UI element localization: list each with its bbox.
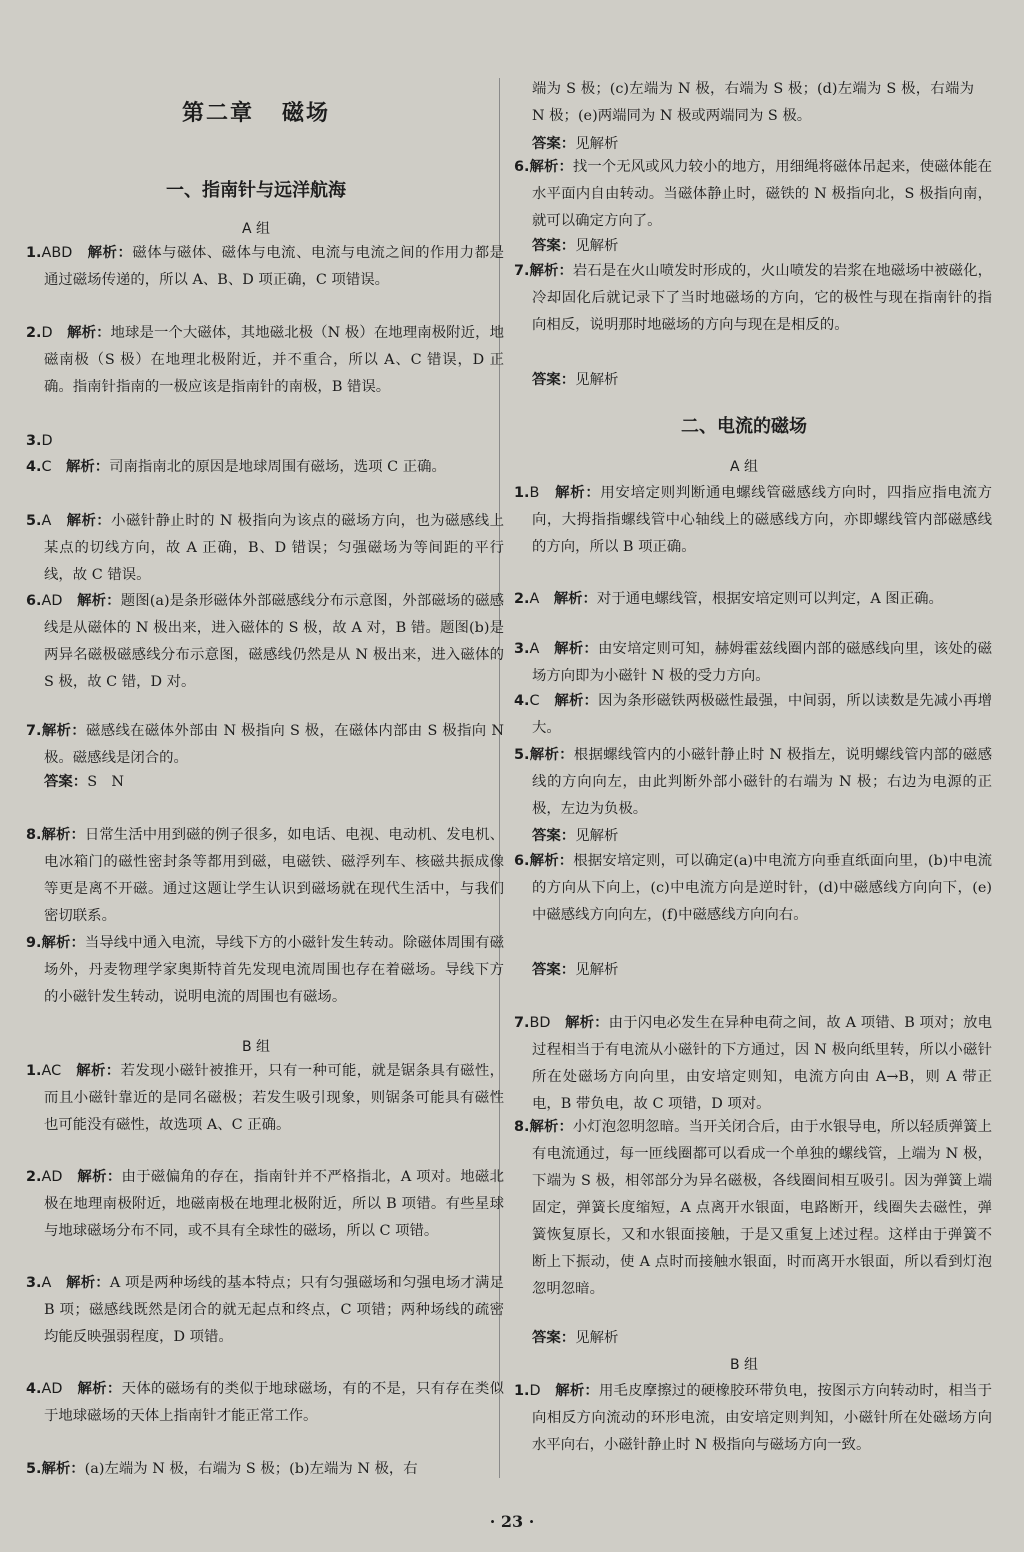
analysis-text: 根据螺线管内的小磁针静止时 N 极指左，说明螺线管内部的磁感线的方向向左，由此判断外部小磁针的右端为 N 极；右边为电源的正极，左边为负极。 bbox=[532, 747, 992, 817]
item-s2a-6 bbox=[514, 848, 992, 929]
answer-line bbox=[514, 958, 974, 979]
item-s1b-2 bbox=[26, 1164, 504, 1245]
answer-label: 答案： bbox=[532, 238, 576, 254]
question-number: 8. bbox=[26, 827, 42, 843]
item-s1b-3 bbox=[26, 1270, 504, 1351]
question-number: 2. bbox=[26, 325, 42, 341]
choice-answer: D bbox=[41, 433, 67, 449]
item-s2b-1 bbox=[514, 1378, 992, 1459]
analysis-text: 岩石是在火山喷发时形成的，火山喷发的岩浆在地磁场中被磁化，冷却固化后就记录下了当时地磁场的方向，它的极性与现在指南针的指向相反，说明那时地磁场的方向与现在是相反的。 bbox=[532, 263, 992, 333]
answer-text: 见解析 bbox=[575, 828, 619, 844]
choice-answer: ABD bbox=[41, 245, 88, 261]
item-s1a-7 bbox=[26, 718, 504, 772]
analysis-text: 找一个无风或风力较小的地方，用细绳将磁体吊起来，使磁体能在水平面内自由转动。当磁体静止时，磁铁的 N 极指向北，S 极指向南，就可以确定方向了。 bbox=[532, 159, 992, 229]
chapter-name: 磁场 bbox=[282, 101, 331, 126]
item-s1a-8 bbox=[26, 822, 504, 930]
answer-line bbox=[514, 234, 974, 255]
question-number: 5. bbox=[514, 747, 530, 763]
item-s1a-4 bbox=[26, 454, 504, 481]
item-s1a-7 bbox=[514, 258, 992, 339]
analysis-text: 磁感线在磁体外部由 N 极指向 S 极，在磁体内部由 S 极指向 N 极。磁感线是闭合的。 bbox=[44, 723, 504, 766]
question-number: 3. bbox=[514, 641, 530, 657]
analysis-label: 解析： bbox=[554, 693, 599, 709]
analysis-label: 解析： bbox=[529, 159, 573, 175]
answer-line bbox=[26, 770, 486, 791]
analysis-text: 对于通电螺线管，根据安培定则可以判定，A 图正确。 bbox=[596, 591, 943, 607]
item-s2a-4 bbox=[514, 688, 992, 742]
analysis-label: 解析： bbox=[41, 935, 85, 951]
answer-line bbox=[514, 368, 974, 389]
item-s2a-8 bbox=[514, 1114, 992, 1303]
item-s1b-4 bbox=[26, 1376, 504, 1430]
analysis-label: 解析： bbox=[529, 1119, 573, 1135]
analysis-label: 解析： bbox=[529, 747, 574, 763]
answer-text: 见解析 bbox=[575, 238, 619, 254]
answer-label: 答案： bbox=[532, 828, 576, 844]
analysis-label: 解析： bbox=[555, 485, 601, 501]
analysis-text: 若发现小磁针被推开，只有一种可能，就是锯条具有磁性，而且小磁针靠近的是同名磁极；若发生吸引现象，则锯条可能具有磁性也可能没有磁性，故选项 A、C 正确。 bbox=[44, 1063, 504, 1133]
analysis-text: 由安培定则可知，赫姆霍兹线圈内部的磁感线向里，该处的磁场方向即为小磁针 N 极的受力方向。 bbox=[532, 641, 992, 684]
analysis-text: 由于闪电必发生在异种电荷之间，故 A 项错、B 项对；放电过程相当于有电流从小磁针的下方通过，因 N 极向纸里转，所以小磁针所在处磁场方向向里，由安培定则知，电流方向由 A→B，则 A 带正电，B 带负电，故 C 项错，D 项对。 bbox=[532, 1015, 992, 1112]
analysis-label: 解析： bbox=[77, 593, 121, 609]
question-number: 2. bbox=[26, 1169, 42, 1185]
question-number: 4. bbox=[26, 459, 42, 475]
analysis-label: 解析： bbox=[77, 1381, 122, 1397]
analysis-label: 解析： bbox=[77, 1169, 122, 1185]
analysis-label: 解析： bbox=[41, 723, 86, 739]
answer-line bbox=[514, 824, 974, 845]
analysis-label: 解析： bbox=[565, 1015, 609, 1031]
analysis-label: 解析： bbox=[66, 513, 112, 529]
analysis-text: 根据安培定则，可以确定(a)中电流方向垂直纸面向里，(b)中电流的方向从下向上，(c)中电流方向是逆时针，(d)中磁感线方向向下，(e)中磁感线方向向左，(f)中磁感线方向向右。 bbox=[532, 853, 992, 923]
analysis-label: 解析： bbox=[87, 245, 133, 261]
choice-answer: AD bbox=[41, 1169, 78, 1185]
question-number: 4. bbox=[26, 1381, 42, 1397]
analysis-label: 解析： bbox=[553, 591, 597, 607]
question-number: 6. bbox=[26, 593, 42, 609]
answer-label: 答案： bbox=[532, 1330, 576, 1346]
choice-answer: BD bbox=[529, 1015, 566, 1031]
choice-answer: C bbox=[529, 693, 555, 709]
analysis-text: 用毛皮摩擦过的硬橡胶环带负电，按图示方向转动时，相当于向相反方向流动的环形电流，由安培定则判知，小磁针所在处磁场方向水平向右，小磁针静止时 N 极指向与磁场方向一致。 bbox=[532, 1383, 992, 1453]
question-number: 1. bbox=[514, 485, 530, 501]
analysis-label: 解析： bbox=[41, 827, 85, 843]
choice-answer: A bbox=[41, 513, 67, 529]
analysis-text: 用安培定则判断通电螺线管磁感线方向时，四指应指电流方向，大拇指指螺线管中心轴线上的磁感线方向，亦即螺线管内部磁感线的方向，所以 B 项正确。 bbox=[532, 485, 992, 555]
item-s1a-2 bbox=[26, 320, 504, 401]
analysis-text: 由于磁偏角的存在，指南针并不严格指北，A 项对。地磁北极在地理南极附近，地磁南极在地理北极附近，所以 B 项错。有些星球与地球磁场分布不同，或不具有全球性的磁场，所以 C 项错。 bbox=[44, 1169, 504, 1239]
group-a-title-2: A 组 bbox=[729, 459, 759, 475]
question-number: 3. bbox=[26, 433, 42, 449]
analysis-text: 地球是一个大磁体，其地磁北极（N 极）在地理南极附近，地磁南极（S 极）在地理北极附近，并不重合，所以 A、C 错误，D 正确。指南针指南的一极应该是指南针的南极，B 错误。 bbox=[44, 325, 504, 395]
choice-answer: AD bbox=[41, 593, 78, 609]
analysis-text: 磁体与磁体、磁体与电流、电流与电流之间的作用力都是通过磁场传递的，所以 A、B、D 项正确，C 项错误。 bbox=[44, 245, 504, 288]
question-number: 1. bbox=[514, 1383, 530, 1399]
answer-text: 见解析 bbox=[575, 962, 619, 978]
analysis-label: 解析： bbox=[65, 459, 110, 475]
analysis-text: A 项是两种场线的基本特点；只有匀强磁场和匀强电场才满足 B 项；磁感线既然是闭合的就无起点和终点，C 项错；两种场线的疏密均能反映强弱程度，D 项错。 bbox=[44, 1275, 504, 1345]
analysis-text: 因为条形磁铁两极磁性最强，中间弱，所以读数是先减小再增大。 bbox=[532, 693, 992, 736]
group-b-title-1: B 组 bbox=[241, 1039, 271, 1055]
section-title-1: 一、指南针与远洋航海 bbox=[166, 180, 346, 201]
question-number: 5. bbox=[26, 1461, 42, 1477]
question-number: 1. bbox=[26, 1063, 42, 1079]
answer-label: 答案： bbox=[532, 962, 576, 978]
item-s2a-1 bbox=[514, 480, 992, 561]
choice-answer: C bbox=[41, 459, 66, 475]
question-number: 1. bbox=[26, 245, 42, 261]
answer-text: 见解析 bbox=[575, 136, 619, 152]
answer-label: 答案： bbox=[532, 136, 576, 152]
analysis-label: 解析： bbox=[529, 263, 573, 279]
analysis-text: 天体的磁场有的类似于地球磁场，有的不是，只有存在类似于地球磁场的天体上指南针才能正常工作。 bbox=[44, 1381, 504, 1424]
question-number: 5. bbox=[26, 513, 42, 529]
chapter-title bbox=[26, 96, 486, 127]
item-s1a-3 bbox=[26, 428, 504, 455]
question-number: 7. bbox=[514, 263, 530, 279]
analysis-label: 解析： bbox=[41, 1461, 85, 1477]
analysis-text: (a)左端为 N 极，右端为 S 极；(b)左端为 N 极，右 bbox=[84, 1461, 418, 1477]
choice-answer: AC bbox=[41, 1063, 77, 1079]
chapter-prefix: 第二章 bbox=[181, 101, 254, 126]
analysis-text: 当导线中通入电流，导线下方的小磁针发生转动。除磁体周围有磁场外，丹麦物理学家奥斯特首先发现电流周围也存在着磁场。导线下方的小磁针发生转动，说明电流的周围也有磁场。 bbox=[44, 935, 504, 1005]
answer-text: 见解析 bbox=[575, 1330, 619, 1346]
question-number: 9. bbox=[26, 935, 42, 951]
item-s1a-6 bbox=[26, 588, 504, 696]
question-number: 7. bbox=[514, 1015, 530, 1031]
item-s2a-3 bbox=[514, 636, 992, 690]
item-s1a-6 bbox=[514, 154, 992, 235]
analysis-text: 司南指南北的原因是地球周围有磁场，选项 C 正确。 bbox=[109, 459, 446, 475]
continued-text: 端为 S 极；(c)左端为 N 极，右端为 S 极；(d)左端为 S 极，右端为 N 极；(e)两端同为 N 极或两端同为 S 极。 bbox=[532, 81, 974, 124]
analysis-label: 解析： bbox=[529, 853, 574, 869]
analysis-text: 日常生活中用到磁的例子很多，如电话、电视、电动机、发电机、电冰箱门的磁性密封条等都用到磁，电磁铁、磁浮列车、核磁共振成像等更是离不开磁。通过这题让学生认识到磁场就在现代生活中，与我们密切联系。 bbox=[44, 827, 504, 924]
answer-label: 答案： bbox=[44, 774, 88, 790]
group-a-title-1: A 组 bbox=[241, 221, 271, 237]
analysis-text: 题图(a)是条形磁体外部磁感线分布示意图，外部磁场的磁感线是从磁体的 N 极出来，进入磁体的 S 极，故 A 对，B 错。题图(b)是两异名磁极磁感线分布示意图，磁感线仍然是从 N 极出来，进入磁体的 S 极，故 C 错，D 对。 bbox=[44, 593, 504, 690]
choice-answer: A bbox=[529, 591, 554, 607]
answer-text: 见解析 bbox=[575, 372, 619, 388]
choice-answer: B bbox=[529, 485, 556, 501]
analysis-label: 解析： bbox=[555, 1383, 599, 1399]
item-s1b-5 bbox=[26, 1456, 504, 1483]
item-s1b-1 bbox=[26, 1058, 504, 1139]
answer-label: 答案： bbox=[532, 372, 576, 388]
group-b-title-2: B 组 bbox=[729, 1357, 759, 1373]
item-s1a-1 bbox=[26, 240, 504, 294]
item-s2a-7 bbox=[514, 1010, 992, 1118]
answer-text: S N bbox=[87, 774, 125, 790]
analysis-label: 解析： bbox=[66, 1275, 110, 1291]
item-s2a-2 bbox=[514, 586, 992, 613]
item-s2a-5 bbox=[514, 742, 992, 823]
choice-answer: D bbox=[41, 325, 68, 341]
page-number: · 23 · bbox=[489, 1512, 535, 1531]
item-s1a-9 bbox=[26, 930, 504, 1011]
answer-line bbox=[514, 132, 974, 153]
analysis-text: 小磁针静止时的 N 极指向为该点的磁场方向，也为磁感线上某点的切线方向，故 A 正确，B、D 错误；匀强磁场为等间距的平行线，故 C 错误。 bbox=[44, 513, 504, 583]
analysis-label: 解析： bbox=[554, 641, 598, 657]
question-number: 6. bbox=[514, 159, 530, 175]
choice-answer: AD bbox=[41, 1381, 78, 1397]
analysis-text: 小灯泡忽明忽暗。当开关闭合后，由于水银导电，所以轻质弹簧上有电流通过，每一匝线圈都可以看成一个单独的螺线管，上端为 N 极，下端为 S 极，相邻部分为异名磁极，各线圈间相互吸引。因为弹簧上端固定，弹簧长度缩短，A 点离开水银面，电路断开，线圈失去磁性，弹簧恢复原长，又和水银面接触，于是又重复上述过程。这样由于弹簧不断上下振动，使 A 点时而接触水银面，时而离开水银面，所以看到灯泡忽明忽暗。 bbox=[532, 1119, 992, 1297]
question-number: 6. bbox=[514, 853, 530, 869]
question-number: 4. bbox=[514, 693, 530, 709]
question-number: 7. bbox=[26, 723, 42, 739]
analysis-label: 解析： bbox=[76, 1063, 121, 1079]
question-number: 3. bbox=[26, 1275, 42, 1291]
choice-answer: D bbox=[529, 1383, 556, 1399]
choice-answer: A bbox=[41, 1275, 67, 1291]
analysis-label: 解析： bbox=[67, 325, 111, 341]
question-number: 8. bbox=[514, 1119, 530, 1135]
answer-line bbox=[514, 1326, 974, 1347]
item-s1a-5 bbox=[26, 508, 504, 589]
question-number: 2. bbox=[514, 591, 530, 607]
choice-answer: A bbox=[529, 641, 555, 657]
section-title-2: 二、电流的磁场 bbox=[681, 416, 807, 437]
